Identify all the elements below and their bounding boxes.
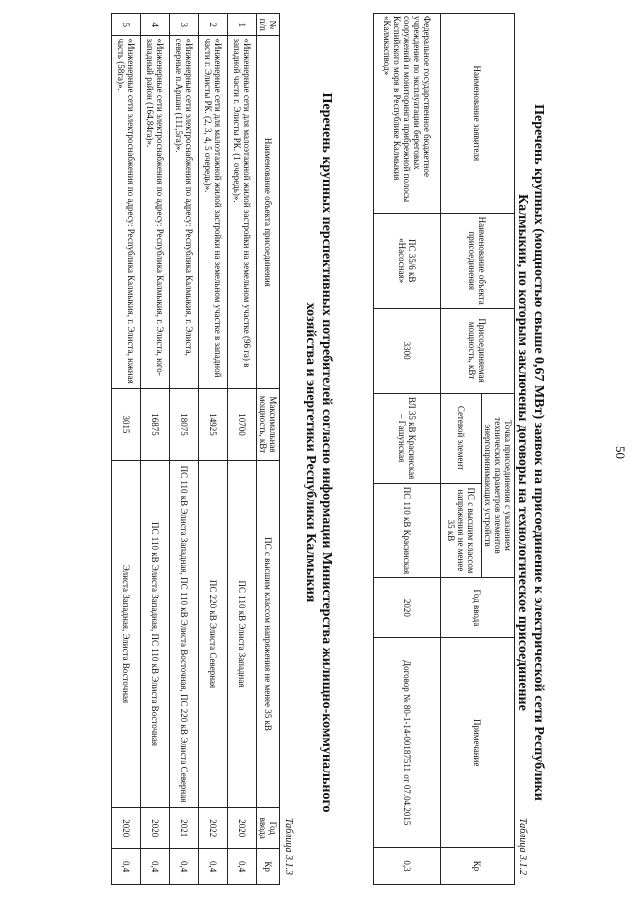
table2-cell-substation: Элиста Западная, Элиста Восточная <box>112 460 141 808</box>
table1-cell-applicant: Федеральное государственное бюджетное учреждение по эксплуатации береговых сооружений и мониторинга прибрежной полосы Каспийского моря в Республике Калмыкия «Калмкаспвод» <box>374 14 441 214</box>
table1-title-line1: Перечень крупных (мощностью свыше 0,67 МВт) заявок на присоединение к электрической сети Республики <box>531 104 546 801</box>
table2-title-line1: Перечень крупных перспективных потребителей согласно информации Министерства жилищно-коммунального <box>319 92 334 813</box>
table1-header-power: Присоединяемая мощность, кВт <box>441 308 515 393</box>
table2-header-year: Год ввода <box>257 808 280 849</box>
table2-cell-num: 4 <box>141 14 170 36</box>
table1-title-line2: Калмыкии, по которым заключены договоры на технологическое присоединение <box>515 194 530 711</box>
table2-cell-object: «Инженерные сети электроснабжения по адресу: Республика Калмыкия, г. Элиста, северные п.Аршан (111,5га)». <box>170 36 199 389</box>
table1-header-applicant: Наименование заявителя <box>441 14 515 214</box>
table2-cell-kr: 0,4 <box>199 849 228 885</box>
table1-header-kr: Кр <box>441 847 515 884</box>
table2-cell-kr: 0,4 <box>112 849 141 885</box>
table1-header-object: Наименование объекта присоединения <box>441 213 515 308</box>
table2-title-line2: хозяйства и энергетики Республики Калмыкия <box>303 302 318 603</box>
table2 <box>111 13 280 885</box>
table2-header-num: № п/п <box>257 14 280 36</box>
table2-cell-object: «Инженерные сети для малоэтажной жилой застройки на земельном участке в западной части г. Элисты РК. (2, 3, 4, 5 очередь)». <box>199 36 228 389</box>
table-row <box>112 14 141 885</box>
table-row <box>170 14 199 885</box>
table2-cell-year: 2021 <box>170 808 199 849</box>
table2-header-row <box>257 14 280 885</box>
table1-cell-object: ПС 35/6 кВ «Насосная» <box>374 213 441 308</box>
table2-header-substation: ПС с высшим классом напряжения не менее 35 кВ <box>257 460 280 808</box>
table2-cell-year: 2020 <box>141 808 170 849</box>
table2-cell-object: «Инженерные сети электроснабжения по адресу: Республика Калмыкия, г. Элиста, южная часть (58га)». <box>112 36 141 389</box>
table2-cell-object: «Инженерные сети электроснабжения по адресу: Республика Калмыкия, г. Элиста, юго-западный район (164,84га)». <box>141 36 170 389</box>
table1-header-year: Год ввода <box>441 578 515 638</box>
table2-cell-object: «Инженерные сети для малоэтажной жилой застройки на земельном участке (96 га) в западной части г. Элисты РК. (1 очередь)». <box>228 36 257 389</box>
table2-cell-substation: ПС 220 кВ Элиста Северная <box>199 460 228 808</box>
table2-cell-year: 2020 <box>228 808 257 849</box>
table2-header-object: Наименование объекта присоединения <box>257 36 280 389</box>
table2-caption: Таблица 3.1.3 <box>283 818 294 875</box>
table2-cell-year: 2022 <box>199 808 228 849</box>
table1-cell-year: 2020 <box>374 578 441 638</box>
table1 <box>373 13 515 885</box>
table2-cell-substation: ПС 110 кВ Элиста Западная, ПС 110 кВ Элиста Восточная <box>141 460 170 808</box>
table2-cell-kr: 0,4 <box>228 849 257 885</box>
table1-cell-substation: ПС 110 кВ Красинская <box>374 483 441 578</box>
table2-cell-max-power: 16875 <box>141 389 170 461</box>
table1-cell-kr: 0,3 <box>374 847 441 884</box>
table2-cell-num: 1 <box>228 14 257 36</box>
table1-title <box>514 0 546 905</box>
table1-cell-power: 3300 <box>374 308 441 393</box>
table-row <box>228 14 257 885</box>
table2-cell-num: 2 <box>199 14 228 36</box>
table-row <box>199 14 228 885</box>
table2-title <box>302 0 334 905</box>
table1-header-connection-point: Точка присоединения с указанием технических параметров элементов энергопринимающих устройств <box>482 393 515 578</box>
table1-header-row <box>482 14 515 885</box>
table2-cell-max-power: 3015 <box>112 389 141 461</box>
table-row <box>141 14 170 885</box>
table1-caption: Таблица 3.1.2 <box>517 818 528 875</box>
table1-cell-network-element: ВЛ 35 кВ Красинская – Гашунская <box>374 393 441 483</box>
table2-cell-kr: 0,4 <box>170 849 199 885</box>
page-number: 50 <box>613 446 628 459</box>
table2-cell-year: 2020 <box>112 808 141 849</box>
table2-cell-max-power: 14925 <box>199 389 228 461</box>
table1-cell-note: Договор № 80-1-14-00187511 от 07.04.2015 <box>374 638 441 848</box>
table2-header-kr: Кр <box>257 849 280 885</box>
table2-cell-substation: ПС 110 кВ Элиста Западная <box>228 460 257 808</box>
table2-header-max-power: Максимальная мощность, кВт <box>257 389 280 461</box>
table1-header-network-element: Сетевой элемент <box>441 393 482 483</box>
table2-cell-max-power: 18075 <box>170 389 199 461</box>
table2-cell-substation: ПС 110 кВ Элиста Западная, ПС 110 кВ Элиста Восточная, ПС 220 кВ Элиста Северная <box>170 460 199 808</box>
table1-header-note: Примечание <box>441 638 515 848</box>
table2-cell-num: 3 <box>170 14 199 36</box>
table2-cell-kr: 0,4 <box>141 849 170 885</box>
table-row <box>374 14 441 885</box>
table2-cell-max-power: 10700 <box>228 389 257 461</box>
table2-cell-num: 5 <box>112 14 141 36</box>
table1-header-substation: ПС с высшим классом напряжения не менее 35 кВ <box>441 483 482 578</box>
